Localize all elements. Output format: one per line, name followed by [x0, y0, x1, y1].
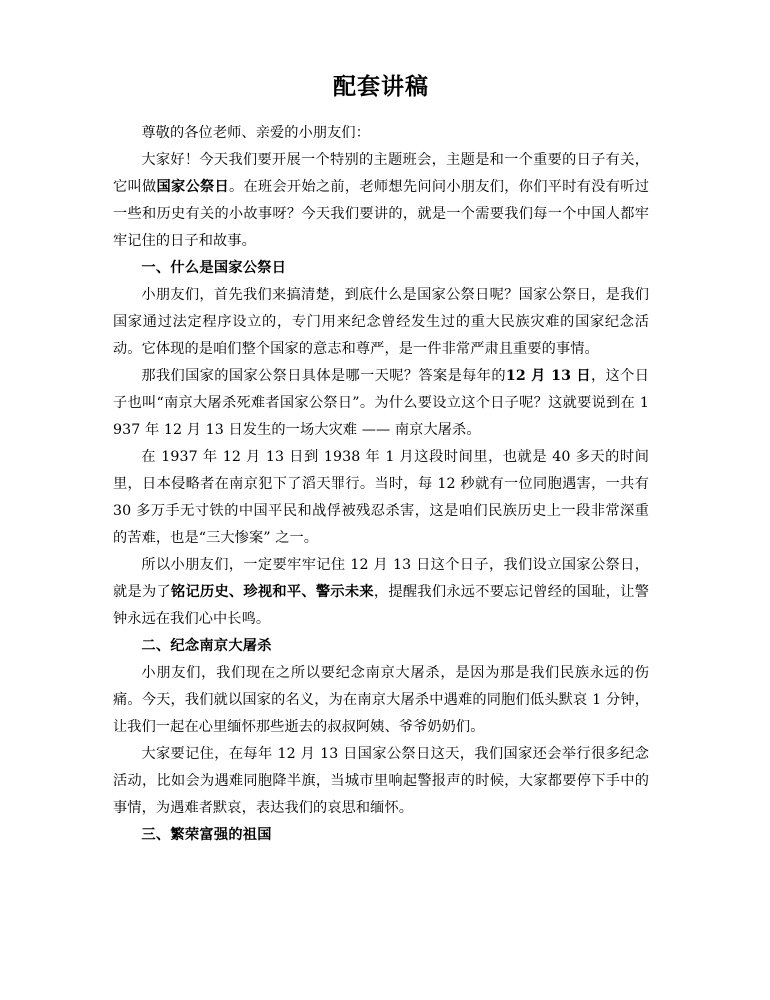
- section1-paragraph-3: 在 1937 年 12 月 13 日到 1938 年 1 月这段时间里，也就是 40 多天的时间里，日本侵略者在南京犯下了滔天罪行。当时，每 12 秒就有一位同胞遇害，一共有 30 多万手无寸铁的中国平民和战俘被残忍杀害，这是咱们民族历史上一段非常深重的苦难，也是“三大惨案” 之一。: [113, 449, 649, 546]
- section1-paragraph-4: [113, 552, 649, 633]
- section-heading-1: 一、什么是国家公祭日: [141, 260, 287, 276]
- intro-text-part-1: 大家好！今天我们要开展一个特别的主题班会，主题是和一个重要的日子有关，它叫做: [113, 152, 649, 195]
- s1p4-bold-slogan: 铭记历史、珍视和平、警示未来: [170, 584, 374, 600]
- section1-paragraph-1: 小朋友们，首先我们来搞清楚，到底什么是国家公祭日呢？国家公祭日，是我们国家通过法定程序设立的，专门用来纪念曾经发生过的重大民族灾难的国家纪念活动。它体现的是咱们整个国家的意志和尊严，是一件非常严肃且重要的事情。: [113, 287, 649, 357]
- intro-bold-term: 国家公祭日: [156, 179, 229, 195]
- intro-paragraph: [113, 147, 649, 255]
- page-title: 配套讲稿: [333, 73, 429, 100]
- s1p2-text-part-2: ，这个日子也叫“南京大屠杀死难者国家公祭日”。为什么要设立这个日子呢？这就要说到在 1937 年 12 月 13 日发生的一场大灾难 —— 南京大屠杀。: [113, 368, 649, 438]
- section-heading-2: 二、纪念南京大屠杀: [141, 638, 272, 654]
- intro-text-part-2: 。在班会开始之前，老师想先问问小朋友们，你们平时有没有听过一些和历史有关的小故事呀？今天我们要讲的，就是一个需要我们每一个中国人都牢牢记住的日子和故事。: [113, 179, 649, 249]
- s1p2-bold-date: 12 月 13 日: [505, 368, 591, 384]
- document-content: [113, 70, 649, 849]
- salutation-paragraph: 尊敬的各位老师、亲爱的小朋友们：: [141, 125, 370, 141]
- s1p2-text-part-1: 那我们国家的国家公祭日具体是哪一天呢？答案是每年的: [141, 368, 506, 384]
- s1p4-text-part-2: ，提醒我们永远不要忘记曾经的国耻，让警钟永远在我们心中长鸣。: [113, 584, 649, 627]
- section2-paragraph-2: 大家要记住，在每年 12 月 13 日国家公祭日这天，我们国家还会举行很多纪念活动，比如会为遇难同胞降半旗，当城市里响起警报声的时候，大家都要停下手中的事情，为遇难者默哀，表达我们的哀思和缅怀。: [113, 746, 649, 816]
- s1p4-text-part-1: 所以小朋友们，一定要牢牢记住 12 月 13 日这个日子，我们设立国家公祭日，就是为了: [113, 557, 649, 600]
- section-heading-3: 三、繁荣富强的祖国: [141, 827, 272, 843]
- section2-paragraph-1: 小朋友们，我们现在之所以要纪念南京大屠杀，是因为那是我们民族永远的伤痛。今天，我们就以国家的名义，为在南京大屠杀中遇难的同胞们低头默哀 1 分钟，让我们一起在心里缅怀那些逝去的叔叔阿姨、爷爷奶奶们。: [113, 665, 649, 735]
- section1-paragraph-2: [113, 363, 649, 444]
